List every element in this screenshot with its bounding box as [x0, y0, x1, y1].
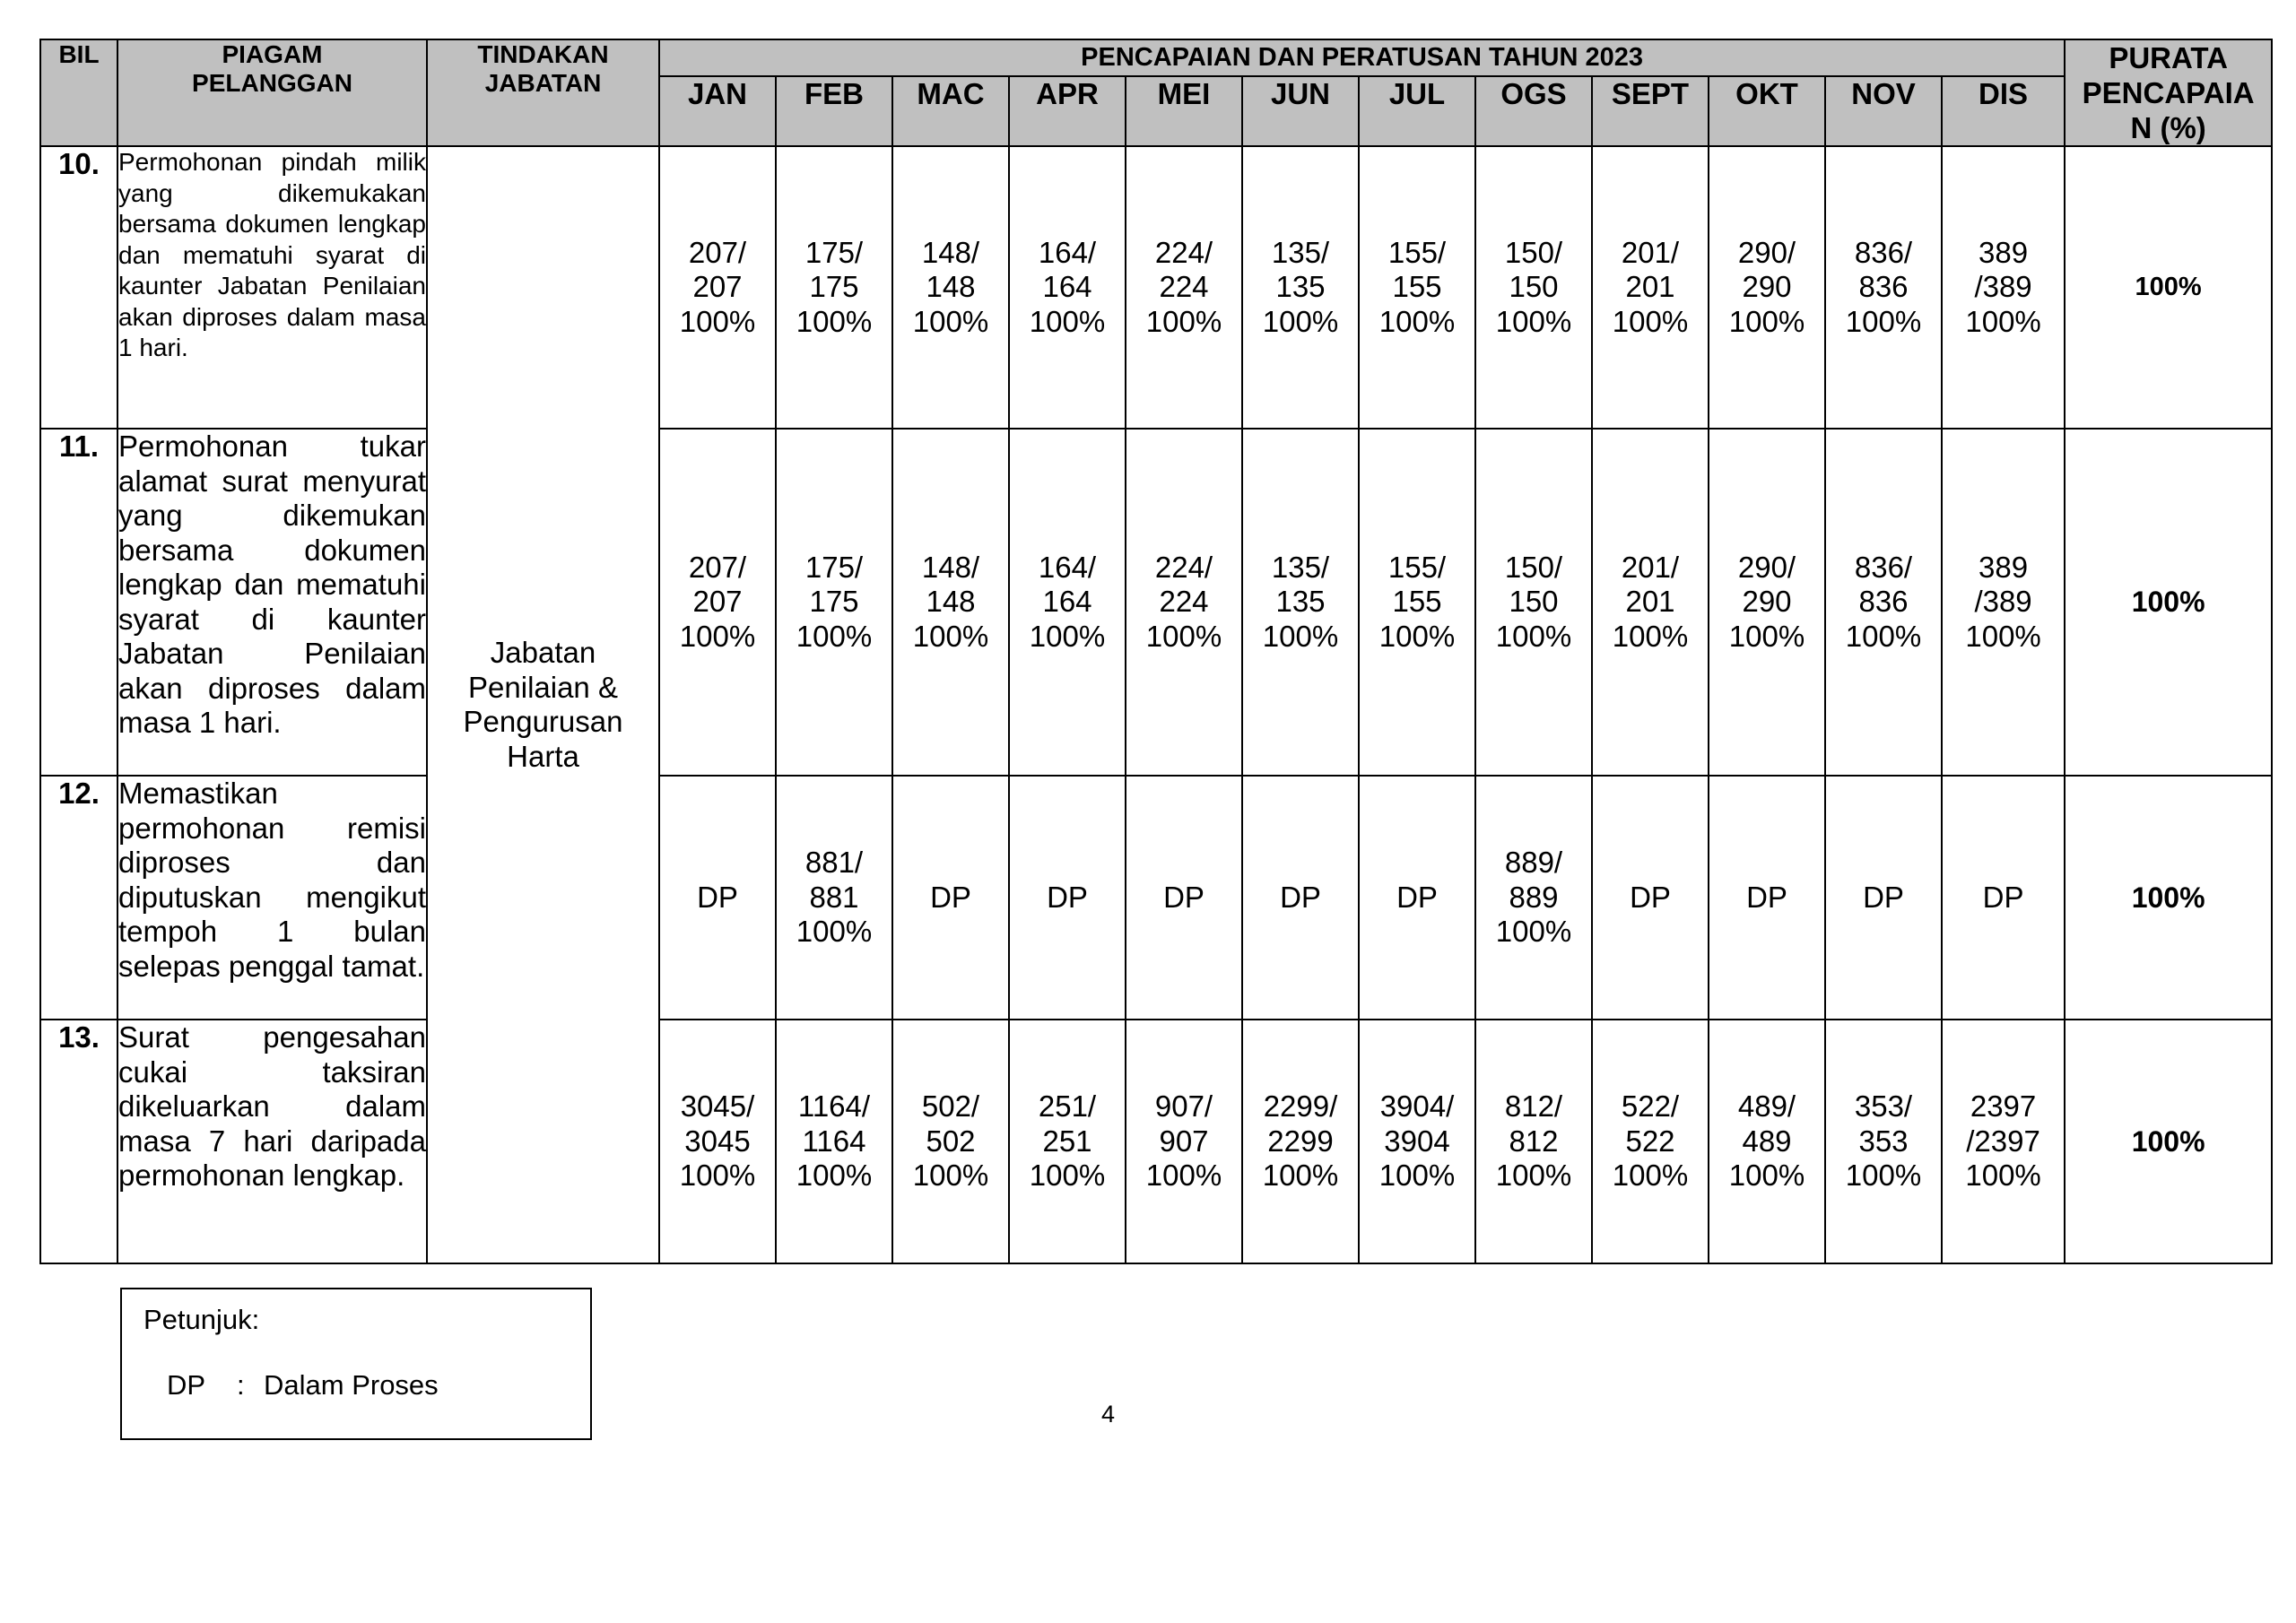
header-month: APR [1009, 76, 1126, 146]
month-value [776, 1020, 892, 1263]
header-month: SEPT [1592, 76, 1709, 146]
value-line: 100% [679, 619, 756, 653]
value-line: 155 [1392, 270, 1442, 304]
value-line: 150 [1509, 270, 1559, 304]
value-line: 290 [1742, 270, 1792, 304]
value-line: 224/ [1154, 550, 1213, 584]
month-value [659, 776, 776, 1020]
legend-meaning: Dalam Proses [264, 1369, 439, 1401]
value-line: 3904 [1384, 1124, 1450, 1158]
month-value [1126, 146, 1242, 429]
month-value [1592, 1020, 1709, 1263]
value-line: 100% [1029, 304, 1106, 338]
header-tindakan: TINDAKAN JABATAN [427, 39, 659, 146]
value-line: 907 [1159, 1124, 1209, 1158]
value-line: 150 [1509, 585, 1559, 619]
value-line: 1164/ [797, 1089, 871, 1124]
value-line: 836 [1858, 270, 1909, 304]
month-value [892, 1020, 1009, 1263]
month-value [1942, 146, 2065, 429]
value-line: 201/ [1621, 550, 1680, 584]
value-line: 224 [1159, 585, 1209, 619]
value-line: 522 [1625, 1124, 1675, 1158]
value-line: 251 [1042, 1124, 1092, 1158]
header-month: DIS [1942, 76, 2065, 146]
month-value [1126, 429, 1242, 776]
value-line: 224 [1159, 270, 1209, 304]
value-line: 353/ [1854, 1089, 1913, 1124]
value-line: 135/ [1271, 235, 1330, 269]
header-month: MAC [892, 76, 1009, 146]
value-line: 175/ [804, 235, 864, 269]
month-value [1126, 776, 1242, 1020]
value-line: 100% [912, 304, 989, 338]
value-line: 100% [796, 1159, 873, 1193]
value-line: 100% [1612, 304, 1689, 338]
table-row [40, 146, 2272, 429]
value-line: 389 [1979, 550, 2029, 584]
value-line: 207 [692, 585, 743, 619]
value-line: 100% [1145, 1159, 1222, 1193]
value-line: DP [1630, 880, 1671, 914]
legend-box [120, 1288, 592, 1440]
value-line: DP [1746, 880, 1787, 914]
month-value [1475, 776, 1592, 1020]
legend-code: DP [167, 1369, 206, 1401]
value-line: 207/ [688, 235, 747, 269]
value-line: 251/ [1038, 1089, 1097, 1124]
value-line: 522/ [1621, 1089, 1680, 1124]
month-value [892, 429, 1009, 776]
value-line: 201 [1625, 270, 1675, 304]
month-value [1592, 146, 1709, 429]
value-line: 207/ [688, 550, 747, 584]
department-line: Penilaian & [468, 670, 618, 704]
average-value: 100% [2065, 776, 2272, 1020]
department-line: Harta [507, 739, 579, 773]
value-line: 489 [1742, 1124, 1792, 1158]
value-line: 100% [796, 304, 873, 338]
month-value [1825, 776, 1942, 1020]
value-line: 100% [1262, 619, 1339, 653]
value-line: 100% [1145, 304, 1222, 338]
value-line: 100% [1845, 619, 1922, 653]
charter-description: Surat pengesahan cukai taksiran dikeluarkan dalam masa 7 hari daripada permohonan lengkap. [117, 1020, 427, 1263]
legend-separator: : [237, 1369, 245, 1401]
value-line: 100% [796, 915, 873, 949]
value-line: 889 [1509, 880, 1559, 914]
month-value [776, 146, 892, 429]
value-line: 3045 [684, 1124, 751, 1158]
value-line: 148 [926, 270, 976, 304]
row-number: 12. [40, 776, 117, 1020]
value-line: 100% [1965, 619, 2041, 653]
value-line: 3904/ [1379, 1089, 1455, 1124]
value-line: 836/ [1854, 550, 1913, 584]
header-month: OGS [1475, 76, 1592, 146]
value-line: 100% [912, 1159, 989, 1193]
month-value [659, 1020, 776, 1263]
value-line: 100% [1495, 619, 1572, 653]
value-line: 164 [1042, 585, 1092, 619]
value-line: 290/ [1737, 235, 1796, 269]
value-line: 100% [1965, 1159, 2041, 1193]
value-line: 207 [692, 270, 743, 304]
value-line: 148 [926, 585, 976, 619]
value-line: 290 [1742, 585, 1792, 619]
month-value [1009, 146, 1126, 429]
value-line: 489/ [1737, 1089, 1796, 1124]
row-number: 13. [40, 1020, 117, 1263]
value-line: 100% [1378, 304, 1456, 338]
value-line: 2299/ [1263, 1089, 1338, 1124]
value-line: DP [1163, 880, 1205, 914]
charter-description: Permohonan pindah milik yang dikemukakan bersama dokumen lengkap dan mematuhi syarat di kaunter Jabatan Penilaian akan diproses dalam masa 1 hari. [117, 146, 427, 429]
month-value [1242, 429, 1359, 776]
average-value: 100% [2065, 429, 2272, 776]
row-number: 10. [40, 146, 117, 429]
department-line: Pengurusan [463, 705, 623, 738]
value-line: 100% [1728, 619, 1805, 653]
value-line: /389 [1974, 585, 2032, 619]
value-line: 100% [1378, 1159, 1456, 1193]
month-value [1825, 429, 1942, 776]
month-value [1009, 429, 1126, 776]
value-line: 100% [1495, 915, 1572, 949]
department-cell [427, 146, 659, 1263]
month-value [1359, 429, 1475, 776]
value-line: 100% [1378, 619, 1456, 653]
value-line: 100% [796, 619, 873, 653]
value-line: 135/ [1271, 550, 1330, 584]
month-value [1942, 776, 2065, 1020]
value-line: 201/ [1621, 235, 1680, 269]
value-line: 164 [1042, 270, 1092, 304]
value-line: 100% [912, 619, 989, 653]
month-value [1942, 429, 2065, 776]
value-line: 150/ [1504, 235, 1563, 269]
header-piagam: PIAGAM PELANGGAN [117, 39, 427, 146]
value-line: 836/ [1854, 235, 1913, 269]
header-bil: BIL [40, 39, 117, 146]
month-value [659, 429, 776, 776]
month-value [776, 429, 892, 776]
header-month: NOV [1825, 76, 1942, 146]
value-line: 502/ [921, 1089, 980, 1124]
value-line: 881/ [804, 846, 864, 880]
value-line: 150/ [1504, 550, 1563, 584]
value-line: 2299 [1267, 1124, 1334, 1158]
row-number: 11. [40, 429, 117, 776]
department-line: Jabatan [490, 636, 596, 669]
charter-description: Permohonan tukar alamat surat menyurat yang dikemukan bersama dokumen lengkap dan mematuhi syarat di kaunter Jabatan Penilaian akan diproses dalam masa 1 hari. [117, 429, 427, 776]
value-line: 155/ [1387, 235, 1447, 269]
month-value [1709, 429, 1825, 776]
table-row [40, 429, 2272, 776]
value-line: 100% [1965, 304, 2041, 338]
value-line: 100% [1612, 619, 1689, 653]
month-value [1592, 429, 1709, 776]
value-line: 881 [809, 880, 859, 914]
value-line: 135 [1275, 270, 1326, 304]
value-line: 100% [1145, 619, 1222, 653]
value-line: 100% [1029, 1159, 1106, 1193]
value-line: 290/ [1737, 550, 1796, 584]
header-month: JAN [659, 76, 776, 146]
header-month: JUL [1359, 76, 1475, 146]
value-line: 2397 [1970, 1089, 2037, 1124]
month-value [1709, 776, 1825, 1020]
header-month: FEB [776, 76, 892, 146]
value-line: DP [1982, 880, 2024, 914]
month-value [1242, 776, 1359, 1020]
value-line: DP [1863, 880, 1904, 914]
legend-title: Petunjuk: [144, 1304, 260, 1335]
value-line: DP [930, 880, 971, 914]
value-line: 389 [1979, 235, 2029, 269]
month-value [1242, 1020, 1359, 1263]
value-line: 155 [1392, 585, 1442, 619]
value-line: 148/ [921, 235, 980, 269]
value-line: 100% [1495, 304, 1572, 338]
value-line: 100% [1495, 1159, 1572, 1193]
value-line: 164/ [1038, 550, 1097, 584]
month-value [1475, 429, 1592, 776]
month-value [1709, 146, 1825, 429]
value-line: /389 [1974, 270, 2032, 304]
header-purata: PURATA PENCAPAIA N (%) [2065, 39, 2272, 146]
value-line: 812 [1509, 1124, 1559, 1158]
month-value [1359, 146, 1475, 429]
month-value [1709, 1020, 1825, 1263]
value-line: 100% [679, 304, 756, 338]
value-line: DP [1047, 880, 1088, 914]
month-value [1942, 1020, 2065, 1263]
month-value [1009, 1020, 1126, 1263]
achievement-table [39, 39, 2273, 1264]
value-line: 100% [1845, 1159, 1922, 1193]
value-line: 907/ [1154, 1089, 1213, 1124]
value-line: 100% [1612, 1159, 1689, 1193]
month-value [1359, 776, 1475, 1020]
value-line: 100% [1029, 619, 1106, 653]
value-line: 3045/ [680, 1089, 755, 1124]
value-line: 224/ [1154, 235, 1213, 269]
value-line: 155/ [1387, 550, 1447, 584]
page-number: 4 [1101, 1401, 1116, 1428]
table-row [40, 776, 2272, 1020]
header-pencapaian-title: PENCAPAIAN DAN PERATUSAN TAHUN 2023 [659, 39, 2065, 76]
value-line: 201 [1625, 585, 1675, 619]
month-value [892, 146, 1009, 429]
table-row [40, 1020, 2272, 1263]
value-line: 812/ [1504, 1089, 1563, 1124]
header-month: OKT [1709, 76, 1825, 146]
month-value [1825, 146, 1942, 429]
month-value [1475, 146, 1592, 429]
value-line: 1164 [802, 1124, 866, 1158]
value-line: 100% [1262, 1159, 1339, 1193]
value-line: 148/ [921, 550, 980, 584]
value-line: 100% [679, 1159, 756, 1193]
month-value [1126, 1020, 1242, 1263]
month-value [1475, 1020, 1592, 1263]
value-line: 836 [1858, 585, 1909, 619]
header-month: JUN [1242, 76, 1359, 146]
month-value [1242, 146, 1359, 429]
value-line: 100% [1728, 304, 1805, 338]
month-value [1009, 776, 1126, 1020]
value-line: DP [1280, 880, 1321, 914]
value-line: 175 [809, 270, 859, 304]
month-value [892, 776, 1009, 1020]
month-value [1592, 776, 1709, 1020]
average-value: 100% [2065, 1020, 2272, 1263]
average-value: 100% [2065, 146, 2272, 429]
value-line: 135 [1275, 585, 1326, 619]
value-line: 164/ [1038, 235, 1097, 269]
value-line: 100% [1262, 304, 1339, 338]
value-line: 502 [926, 1124, 976, 1158]
value-line: 175 [809, 585, 859, 619]
value-line: 353 [1858, 1124, 1909, 1158]
header-month: MEI [1126, 76, 1242, 146]
value-line: 175/ [804, 550, 864, 584]
value-line: DP [697, 880, 738, 914]
month-value [1825, 1020, 1942, 1263]
value-line: /2397 [1966, 1124, 2040, 1158]
table-body [40, 146, 2272, 1263]
value-line: 100% [1845, 304, 1922, 338]
value-line: DP [1396, 880, 1438, 914]
month-value [659, 146, 776, 429]
value-line: 889/ [1504, 846, 1563, 880]
month-value [776, 776, 892, 1020]
value-line: 100% [1728, 1159, 1805, 1193]
month-value [1359, 1020, 1475, 1263]
charter-description: Memastikan permohonan remisi diproses dan diputuskan mengikut tempoh 1 bulan selepas penggal tamat. [117, 776, 427, 1020]
